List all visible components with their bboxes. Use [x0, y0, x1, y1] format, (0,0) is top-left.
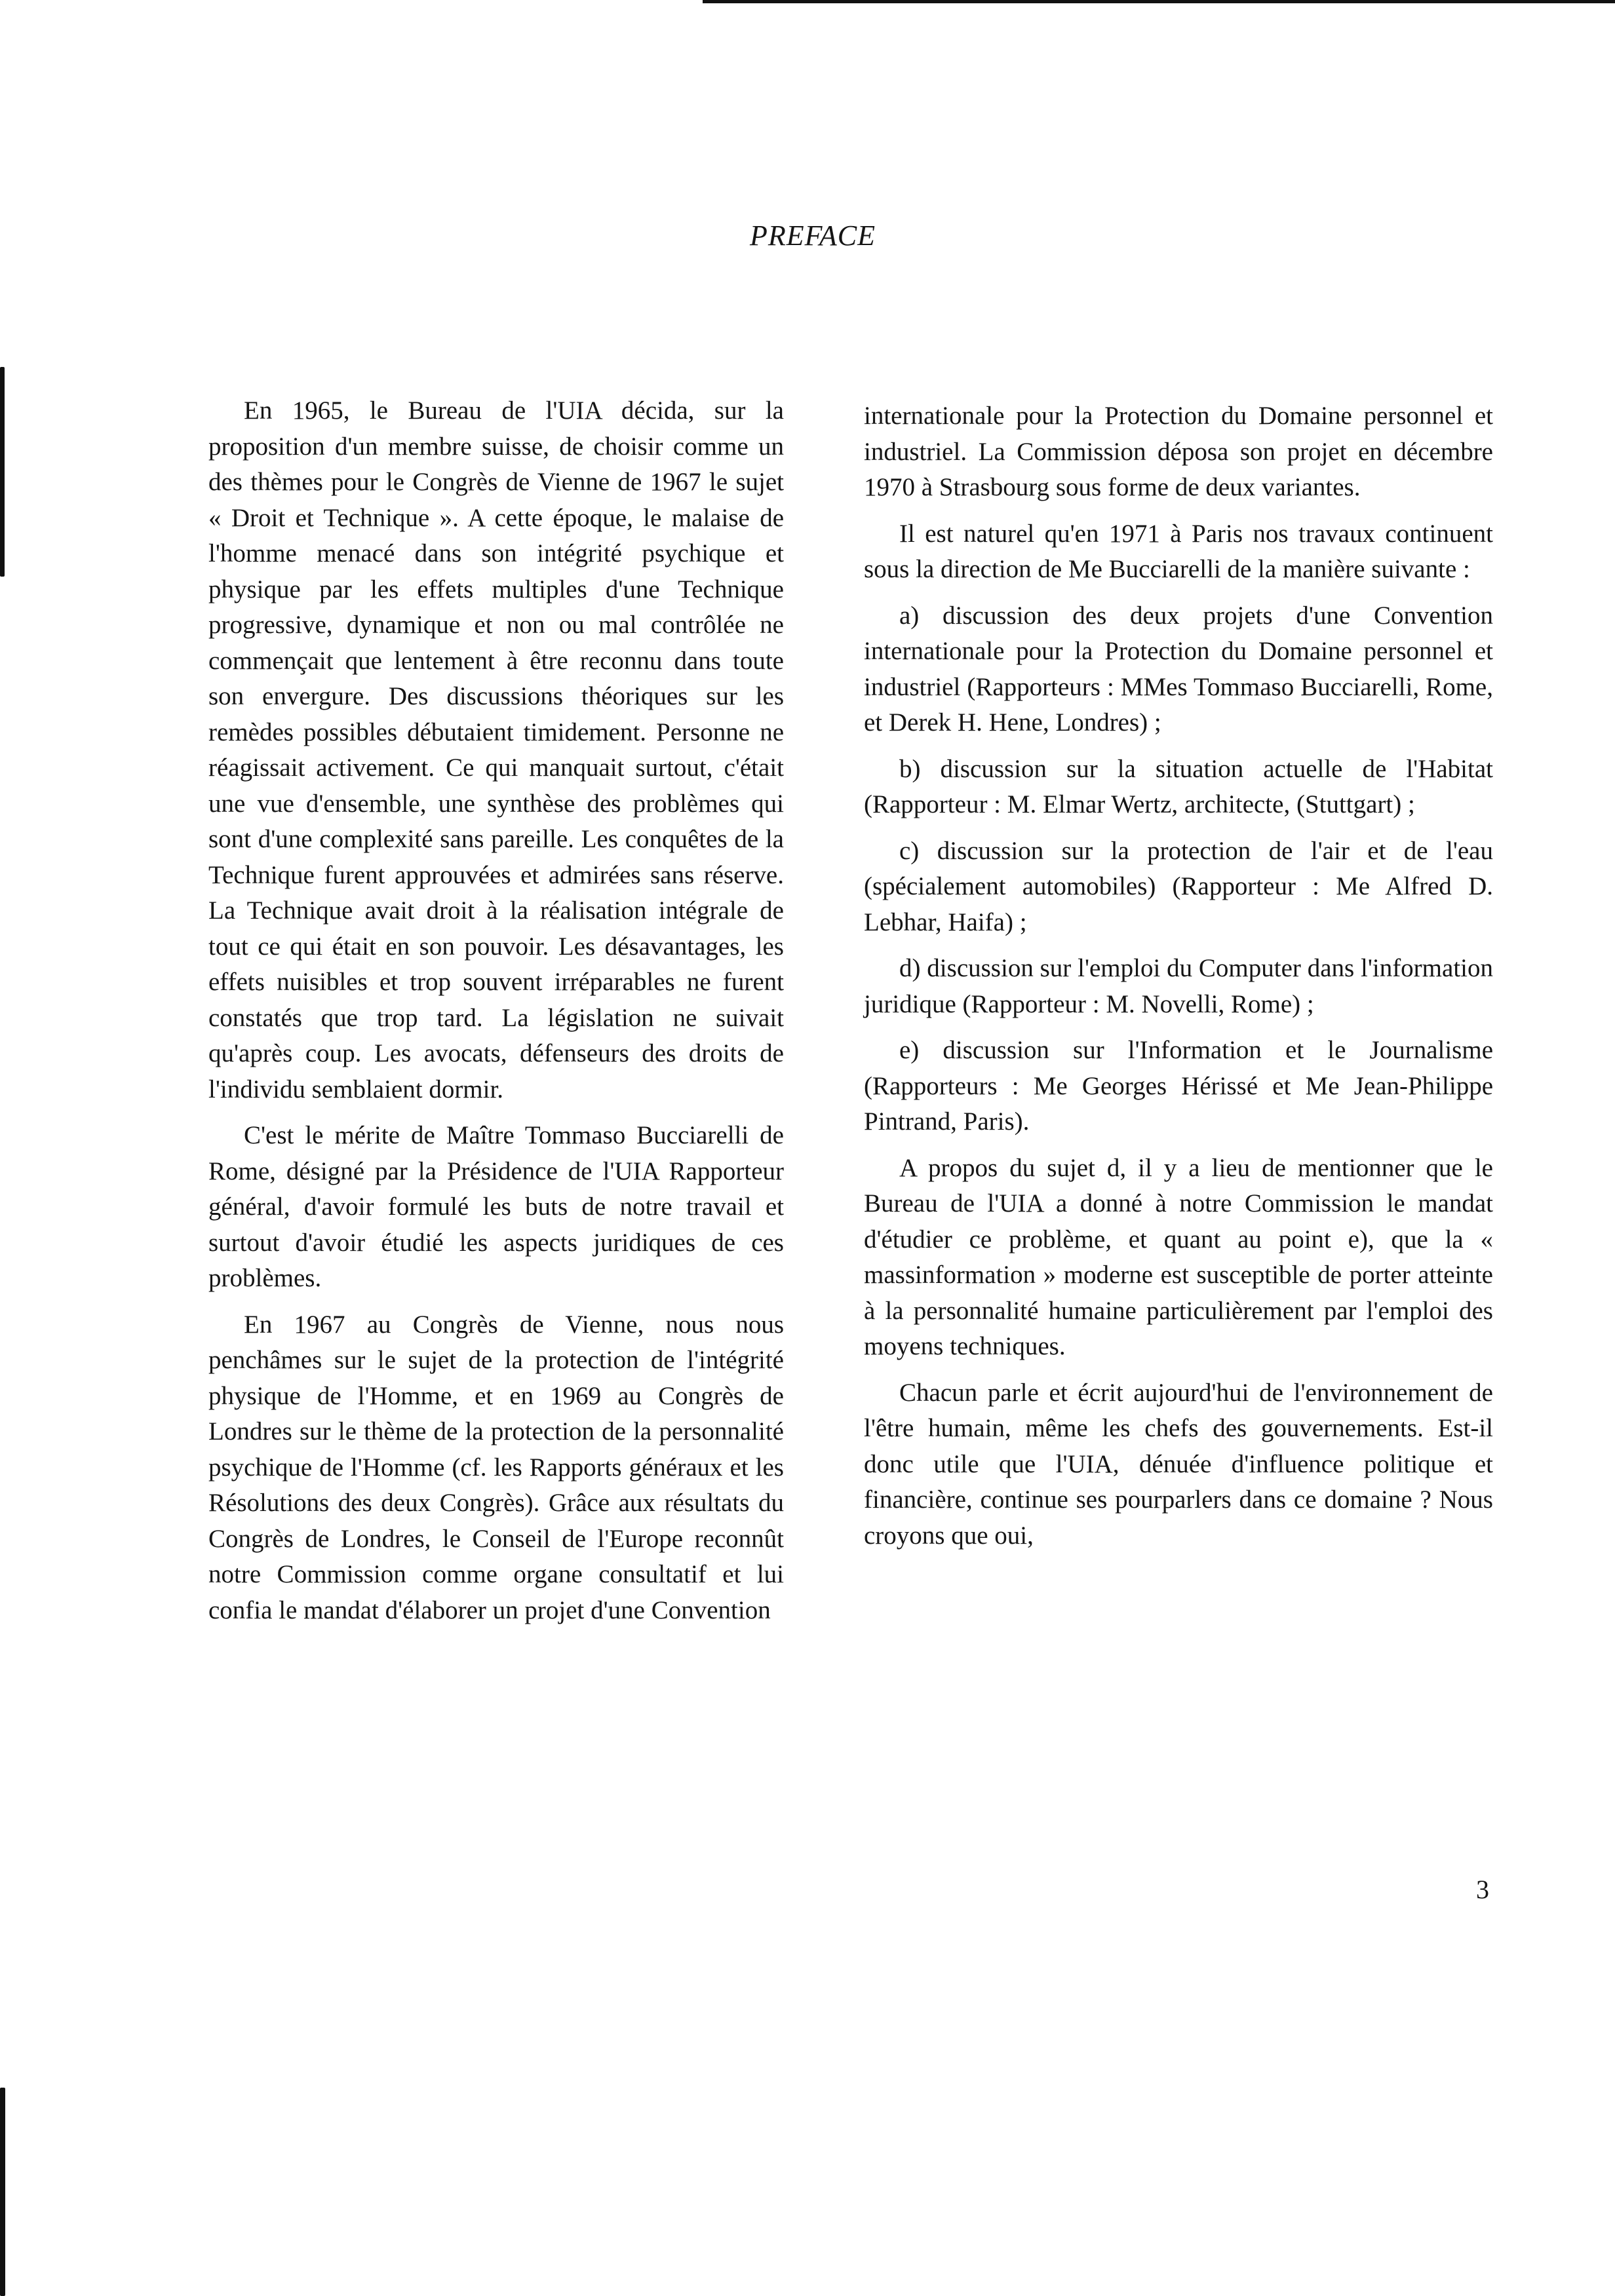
right-paragraph-continuation: internationale pour la Protection du Domaine personnel et industriel. La Commission déposa son projet en décembre 1970 à Strasbourg sous forme de deux variantes. — [864, 402, 1493, 501]
right-list-item-e: e) discussion sur l'Information et le Journalisme (Rapporteurs : Me Georges Hérissé et Me Jean-Philippe Pintrand, Paris). — [864, 1036, 1493, 1136]
right-paragraph-2: Il est naturel qu'en 1971 à Paris nos travaux continuent sous la direction de Me Bucciarelli de la manière suivante : — [864, 519, 1493, 583]
left-paragraph-3: En 1967 au Congrès de Vienne, nous nous penchâmes sur le sujet de la protection de l'intégrité physique de l'Homme, et en 1969 au Congrès de Londres sur le thème de la protection de la personnalité psychique de l'Homme (cf. les Rapports généraux et les Résolutions des deux Congrès). Grâce aux résultats du Congrès de Londres, le Conseil de l'Europe reconnût notre Commission comme organe consultatif et lui confia le mandat d'élaborer un projet d'une Convention — [208, 1310, 784, 1624]
right-list-item-d: d) discussion sur l'emploi du Computer dans l'information juridique (Rapporteur : M. Novelli, Rome) ; — [864, 954, 1493, 1018]
left-text-column — [208, 393, 784, 1639]
right-list-item-a: a) discussion des deux projets d'une Convention internationale pour la Protection du Domaine personnel et industriel (Rapporteurs : MMes Tommaso Bucciarelli, Rome, et Derek H. Hene, Londres) ; — [864, 601, 1493, 737]
right-paragraph-8: A propos du sujet d, il y a lieu de mentionner que le Bureau de l'UIA a donné à notre Commission le mandat d'étudier ce problème, et quant au point e), que la « massinformation » moderne est susceptible de porter atteinte à la personnalité humaine particulièrement par l'emploi des moyens techniques. — [864, 1153, 1493, 1360]
right-list-item-c: c) discussion sur la protection de l'air et de l'eau (spécialement automobiles) (Rapporteur : Me Alfred D. Lebhar, Haifa) ; — [864, 836, 1493, 936]
scan-edge-mark-upper — [0, 367, 5, 577]
page-title: PREFACE — [750, 220, 876, 252]
top-scan-rule — [703, 0, 1615, 3]
left-paragraph-2: C'est le mérite de Maître Tommaso Bucciarelli de Rome, désigné par la Présidence de l'UIA Rapporteur général, d'avoir formulé les buts de notre travail et surtout d'avoir étudié les aspects juridiques de ces problèmes. — [208, 1121, 784, 1292]
left-paragraph-1: En 1965, le Bureau de l'UIA décida, sur la proposition d'un membre suisse, de choisir comme un des thèmes pour le Congrès de Vienne de 1967 le sujet « Droit et Technique ». A cette époque, le malaise de l'homme menacé dans son intégrité psychique et physique par les effets multiples d'une Technique progressive, dynamique et non ou mal contrôlée ne commençait que lentement à être reconnu dans toute son envergure. Des discussions théoriques sur les remèdes possibles débutaient timidement. Personne ne réagissait activement. Ce qui manquait surtout, c'était une vue d'ensemble, une synthèse des problèmes qui sont d'une complexité sans pareille. Les conquêtes de la Technique furent approuvées et admirées sans réserve. La Technique avait droit à la réalisation intégrale de tout ce qui était en son pouvoir. Les désavantages, les effets nuisibles et trop souvent irréparables ne furent constatés que trop tard. La législation ne suivait qu'après coup. Les avocats, défenseurs des droits de l'individu semblaient dormir. — [208, 396, 784, 1103]
scan-edge-mark-lower — [0, 2088, 5, 2296]
page-number: 3 — [1476, 1875, 1489, 1904]
right-text-column — [864, 398, 1493, 1564]
right-paragraph-9: Chacun parle et écrit aujourd'hui de l'environnement de l'être humain, même les chefs des gouvernements. Est-il donc utile que l'UIA, dénuée d'influence politique et financière, continue ses pourparlers dans ce domaine ? Nous croyons que oui, — [864, 1378, 1493, 1550]
right-list-item-b: b) discussion sur la situation actuelle de l'Habitat (Rapporteur : M. Elmar Wertz, architecte, (Stuttgart) ; — [864, 754, 1493, 818]
